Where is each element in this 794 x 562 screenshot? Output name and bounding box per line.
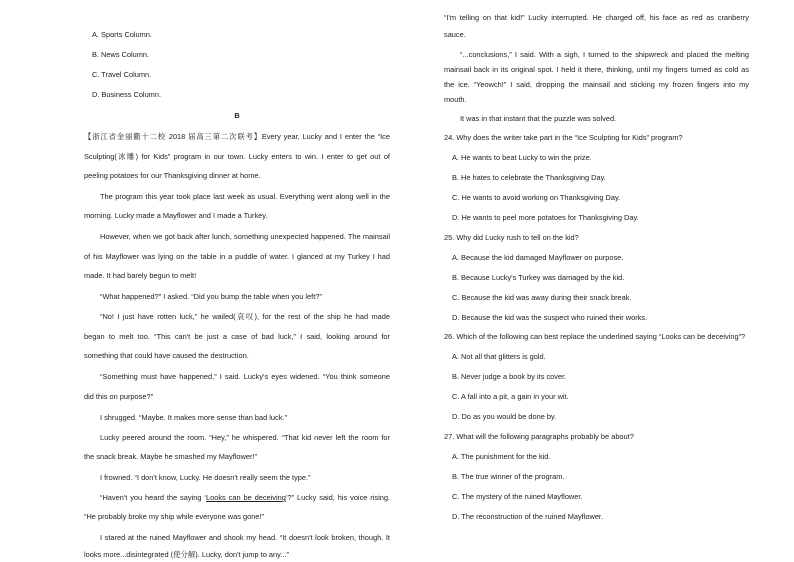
passage-line: Lucky peered around the room. “Hey,” he whispered. “That kid never left the room for — [100, 433, 390, 442]
section-heading: B — [234, 111, 240, 120]
passage-line: The program this year took place last week as usual. Everything went along well in the — [100, 192, 390, 201]
passage-line: did this on purpose?” — [84, 392, 154, 401]
question-26: 26. Which of the following can best replace the underlined saying “Looks can be deceiving”? — [444, 332, 746, 341]
q25-option-b: B. Because Lucky's Turkey was damaged by the kid. — [452, 273, 625, 282]
passage-line: “No! I just have rotten luck,” he wailed(哀叹), for the rest of the ship he had made — [100, 312, 390, 321]
passage-text: Every year, Lucky and I enter the “Ice — [261, 132, 390, 141]
q26-option-c: C. A fall into a pit, a gain in your wit. — [452, 392, 569, 401]
option-d: D. Business Column. — [92, 90, 162, 99]
passage-line: peeling potatoes for our Thanksgiving dinner at home. — [84, 171, 261, 180]
passage-line: “He probably broke my ship while everyone was gone!” — [84, 512, 264, 521]
passage-line: morning. Lucky made a Mayflower and I made a Turkey. — [84, 211, 268, 220]
q24-option-a: A. He wants to beat Lucky to win the prize. — [452, 153, 592, 162]
passage-line: “What happened?” I asked. “Did you bump the table when you left?” — [100, 292, 322, 301]
question-27: 27. What will the following paragraphs probably be about? — [444, 432, 634, 441]
underlined-saying: Looks can be deceiving — [206, 493, 286, 502]
passage-line — [84, 492, 390, 504]
question-25: 25. Why did Lucky rush to tell on the kid? — [444, 233, 579, 242]
q26-option-d: D. Do as you would be done by. — [452, 412, 557, 421]
passage-line: looks more...disintegrated (使分解). Lucky, don't jump to any...” — [84, 550, 289, 559]
passage-line: I stared at the ruined Mayflower and shook my head. “It doesn't look broken, though. It — [100, 533, 390, 542]
passage-line: However, when we got back after lunch, something unexpected happened. The mainsail — [100, 232, 390, 241]
q25-option-a: A. Because the kid damaged Mayflower on purpose. — [452, 253, 624, 262]
q27-option-d: D. The reconstruction of the ruined Mayflower. — [452, 512, 604, 521]
q24-option-c: C. He wants to avoid working on Thanksgiving Day. — [452, 193, 621, 202]
q24-option-d: D. He wants to peel more potatoes for Thanksgiving Day. — [452, 213, 639, 222]
option-c: C. Travel Column. — [92, 70, 152, 79]
passage-line: mouth. — [444, 95, 467, 104]
passage-line: mainsail back in its original spot. I held it there, thinking, until my fingers turned as cold as — [444, 65, 749, 74]
q27-option-a: A. The punishment for the kid. — [452, 452, 551, 461]
passage-text: ’?” Lucky said, his voice rising. — [285, 493, 391, 502]
q25-option-d: D. Because the kid was the suspect who ruined their works. — [452, 313, 648, 322]
question-24: 24. Why does the writer take part in the “Ice Sculpting for Kids” program? — [444, 133, 683, 142]
passage-line: It was in that instant that the puzzle was solved. — [460, 114, 617, 123]
passage-line: began to melt too. “This can't be just a case of bad luck,” I said, looking around for — [84, 332, 390, 341]
passage-text: “Haven't you heard the saying ‘ — [100, 493, 206, 502]
passage-line — [84, 131, 390, 143]
passage-line: something that could have caused the destruction. — [84, 351, 249, 360]
passage-line: sauce. — [444, 30, 466, 39]
passage-line: “Something must have happened,” I said. Lucky's eyes widened. “You think someone — [100, 372, 390, 381]
q24-option-b: B. He hates to celebrate the Thanksgiving Day. — [452, 173, 606, 182]
passage-line: I shrugged. “Maybe. It makes more sense than bad luck.” — [100, 413, 287, 422]
passage-line: I frowned. “I don't know, Lucky. He doesn't really seem the type.” — [100, 473, 311, 482]
q27-option-c: C. The mystery of the ruined Mayflower. — [452, 492, 583, 501]
option-a: A. Sports Column. — [92, 30, 152, 39]
passage-line: “...conclusions,” I said. With a sigh, I turned to the shipwreck and placed the melting — [460, 50, 749, 59]
q26-option-b: B. Never judge a book by its cover. — [452, 372, 567, 381]
q26-option-a: A. Not all that glitters is gold. — [452, 352, 546, 361]
q27-option-b: B. The true winner of the program. — [452, 472, 565, 481]
passage-line: the ice. “Yeowch!” I said, dropping the mainsail and sticking my frozen fingers into my — [444, 80, 749, 89]
passage-line: of his Mayflower was lying on the table in a puddle of water. I glanced at my Turkey I had — [84, 252, 390, 261]
passage-line: made. It had barely begun to melt! — [84, 271, 197, 280]
source-tag: 【浙江省金丽衢十二校 2018 届高三第二次联考】 — [84, 132, 262, 141]
option-b: B. News Column. — [92, 50, 150, 59]
passage-line: the snack break. Maybe he smashed my Mayflower!” — [84, 452, 257, 461]
passage-line: Sculpting(冰雕) for Kids” program in our town. Lucky enters to win. I enter to get out of — [84, 152, 390, 161]
passage-line: “I'm telling on that kid!” Lucky interrupted. He charged off, his face as red as cranberry — [444, 13, 749, 22]
q25-option-c: C. Because the kid was away during their snack break. — [452, 293, 632, 302]
